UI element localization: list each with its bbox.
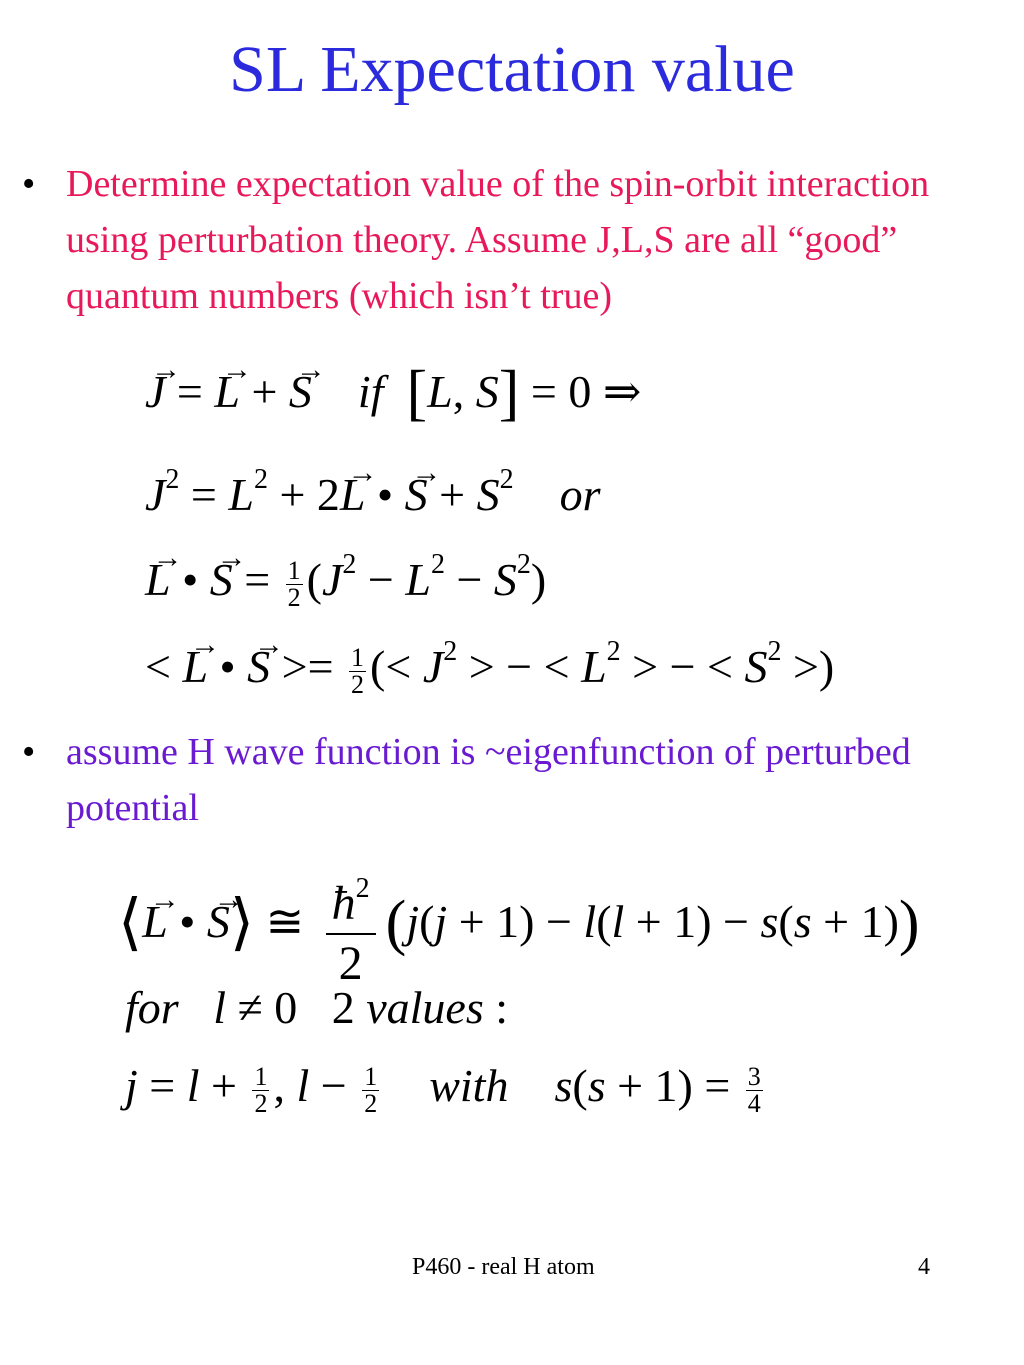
values-text: values — [366, 982, 484, 1033]
bullet-item-2 — [22, 724, 1002, 836]
with-text: with — [429, 1060, 509, 1111]
page-number: 4 — [918, 1254, 930, 1280]
if-text: if — [357, 366, 384, 417]
equation-ls-expectation: < → L • → S >= $\frac{1}{2}$ (< $J^2$ > − < $L^2$ > − < $S^2$ >) — [145, 622, 834, 698]
or-text: or — [559, 469, 601, 520]
equation-for-l: for l ≠ 0 2 values : — [125, 982, 509, 1033]
equation-j-squared: $J^2 = L^2 + 2\to L$ • → $S + S^2$ or — [145, 450, 600, 525]
bullet-text: Determine expectation value of the spin-orbit interaction using perturbation theory. Assume J,L,S are all “good” quantum numbers (which isn’t true) — [66, 163, 930, 317]
equation-j-sum: → J = → L + → S if [L, S] = 0 ⇒ — [145, 362, 641, 423]
bullet-text: assume H wave function is ~eigenfunction of perturbed potential — [66, 731, 911, 829]
equation-expectation-hbar: ⟨→ L • → S⟩ ≅ $\frac{ħ^2}{2}$ (j(j + 1) − l(l + 1) − s(s + 1)) — [118, 860, 920, 993]
bullet-marker: • — [22, 731, 36, 773]
footer-course: P460 - real H atom — [412, 1254, 595, 1280]
bullet-marker: • — [22, 163, 36, 205]
equation-ls-dot: → L • → S = $\frac{1}{2}$ $(J^2 - L^2 - S^2)$ — [145, 535, 546, 611]
equation-j-values: j = l + $\frac{1}{2}$ , l − $\frac{1}{2}$ with s(s + 1) = $\frac{3}{4}$ — [125, 1060, 761, 1118]
bullet-item-1 — [22, 156, 1002, 324]
for-text: for — [125, 982, 179, 1033]
slide-title: SL Expectation value — [229, 33, 795, 106]
